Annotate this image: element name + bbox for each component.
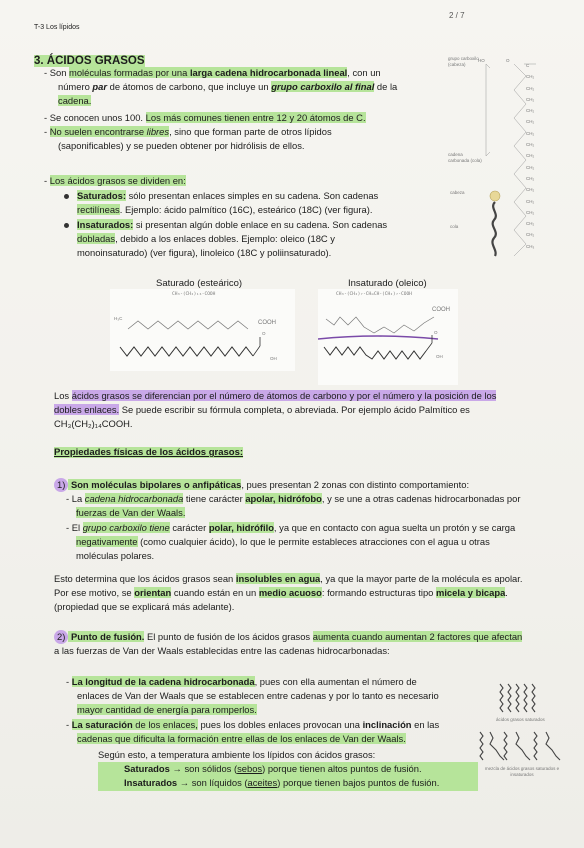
ho-label: HO [478, 58, 485, 63]
saturated-figure: CH₃-(CH₂)₁₆-COOH H₃C COOH O OH [110, 289, 295, 371]
unsaturated-zigzag-line [324, 347, 426, 359]
page-number: 2 / 7 [449, 11, 465, 20]
bullet-dot-icon [64, 223, 69, 228]
cola-label: cola [450, 224, 459, 229]
saturated-item: Saturados: sólo presentan enlaces simples en su cadena. Son cadenas [44, 189, 424, 203]
properties-title: Propiedades físicas de los ácidos grasos: [54, 447, 244, 458]
intro-block: - Son moléculas formadas por una larga cadena hidrocarbonada lineal, con un número par de átomos de carbono, que incluye un grupo carboxilo al final de la cadena. - Se conocen unos 100. Los más comunes tienen entre 12 y 20 átomos de C. - No suelen encontrarse libres, sino que forman parte de otros lípidos (saponificables) y se pueden obtener por hidrólisis de ellos. [44, 66, 424, 153]
tail-label: cadena carbonada (cola) [448, 152, 482, 163]
bend-highlight-line [318, 336, 438, 339]
saturated-chain-line [128, 321, 248, 329]
unsaturated-chain-line [326, 317, 434, 333]
hydrophobic-tail-icon [492, 202, 495, 256]
property-2-block: 2) Punto de fusión. El punto de fusión de los ácidos grasos aumenta cuando aumentan 2 factores que afectan a las fuerzas de Van der Waals establecidas entre las cadenas hidrocarbonadas: [54, 631, 523, 657]
property-1-block: 1) Son moléculas bipolares o anfipáticas, pues presentan 2 zonas con distinto comportamiento: - La cadena hidrocarbonada tiene carácter apolar, hidrófobo, y se une a otras cadenas hidrocarbonadas por fuerzas de Van der Waals. - El grupo carboxilo tiene carácter polar, hidrófilo, ya que en contacto con agua suelta un protón y se carga negativamente (como cualquier ácido), lo que le permite estableces atracciones con el agua u otras moléculas polares. [54, 478, 538, 563]
saturated-zigzag-line [120, 347, 253, 356]
saturated-packing-icon [494, 680, 544, 716]
document-header: T-3 Los lípidos [34, 24, 80, 31]
saturated-figure-title: Saturado (esteárico) [156, 278, 243, 289]
polar-head-icon [490, 191, 500, 201]
unsaturated-figure: CH₃-(CH₂)₇-CH=CH-(CH₂)₇-COOH COOH O OH [318, 289, 458, 385]
intro-bullet-2: - Se conocen unos 100. Los más comunes tienen entre 12 y 20 átomos de C. [44, 111, 366, 123]
chain-list: C CH₂ CH₂ CH₂ CH₂ CH₂ CH₂ CH₂ CH₂ CH₂ CH₂ CH₂ CH₂ CH₂ CH₂ CH₂ CH₃ [526, 63, 535, 249]
intro-bullet-1: - Son moléculas formadas por una larga cadena hidrocarbonada lineal, con un [44, 67, 381, 78]
unsaturated-item: Insaturados: si presentan algún doble enlace en su cadena. Son cadenas [44, 218, 424, 232]
mixed-packing-label: mezcla de ácidos grasos saturados e insaturados [484, 766, 560, 777]
classification-paragraph: Los ácidos grasos se diferencian por el número de átomos de carbono y por el número y la posición de los dobles enlaces. Se puede escribir su fórmula completa, o abreviada. Por ejemplo ácido Palmítico es CH₃(CH₂)₁₄COOH. [54, 390, 497, 430]
o-label: O [506, 58, 510, 63]
cabeza-label: cabeza [450, 190, 465, 195]
section-title: 3. ÁCIDOS GRASOS [34, 55, 145, 67]
fatty-acid-structure-figure [448, 56, 552, 266]
consequence-block: Según esto, a temperatura ambiente los lípidos con ácidos grasos: Saturados → son sólidos (sebos) porque tienen altos puntos de fusión. Insaturados → son líquidos (aceites) porque tienen bajos puntos de fusión. [98, 748, 478, 791]
head-label: grupo carboxilo (cabeza) [448, 56, 479, 67]
division-block: - Los ácidos grasos se dividen en: Saturados: sólo presentan enlaces simples en su cadena. Son cadenas rectilíneas. Ejemplo: ácido palmítico (16C), esteárico (18C) (ver figura). Insaturados: si presentan algún doble enlace en su cadena. Son cadenas dobladas, debido a los enlaces dobles. Ejemplo: oleico (18C y monoinsaturado) (ver figura), linoleico (18C y poliinsaturado). [44, 174, 424, 260]
saturated-packing-label: ácidos grasos saturados [496, 717, 545, 722]
bullet-dot-icon [64, 194, 69, 199]
unsaturated-figure-title: Insaturado (oleico) [348, 278, 427, 289]
mixed-packing-icon [476, 728, 562, 764]
property-1-number: 1) [54, 478, 68, 492]
intro-bullet-3: - No suelen encontrarse libres, sino que forman parte de otros lípidos [44, 125, 332, 137]
factors-block: - La longitud de la cadena hidrocarbonada, pues con ella aumentan el número de enlaces de Van der Waals que se establecen entre cadenas y por lo tanto es necesario mayor cantidad de energía para romperlos. - La saturación de los enlaces, pues los dobles enlaces provocan una inclinación en las cadenas que dificulta la formación entre ellas de los enlaces de Van der Waals. [66, 676, 440, 744]
packing-figures [476, 680, 562, 784]
determination-paragraph: Esto determina que los ácidos grasos sean insolubles en agua, ya que la mayor parte de la molécula es apolar. Por ese motivo, se orientan cuando están en un medio acuoso: formando estructuras tipo micela y bicapa. (propiedad que se explicará más adelante). [54, 573, 523, 613]
property-2-number: 2) [54, 630, 68, 644]
